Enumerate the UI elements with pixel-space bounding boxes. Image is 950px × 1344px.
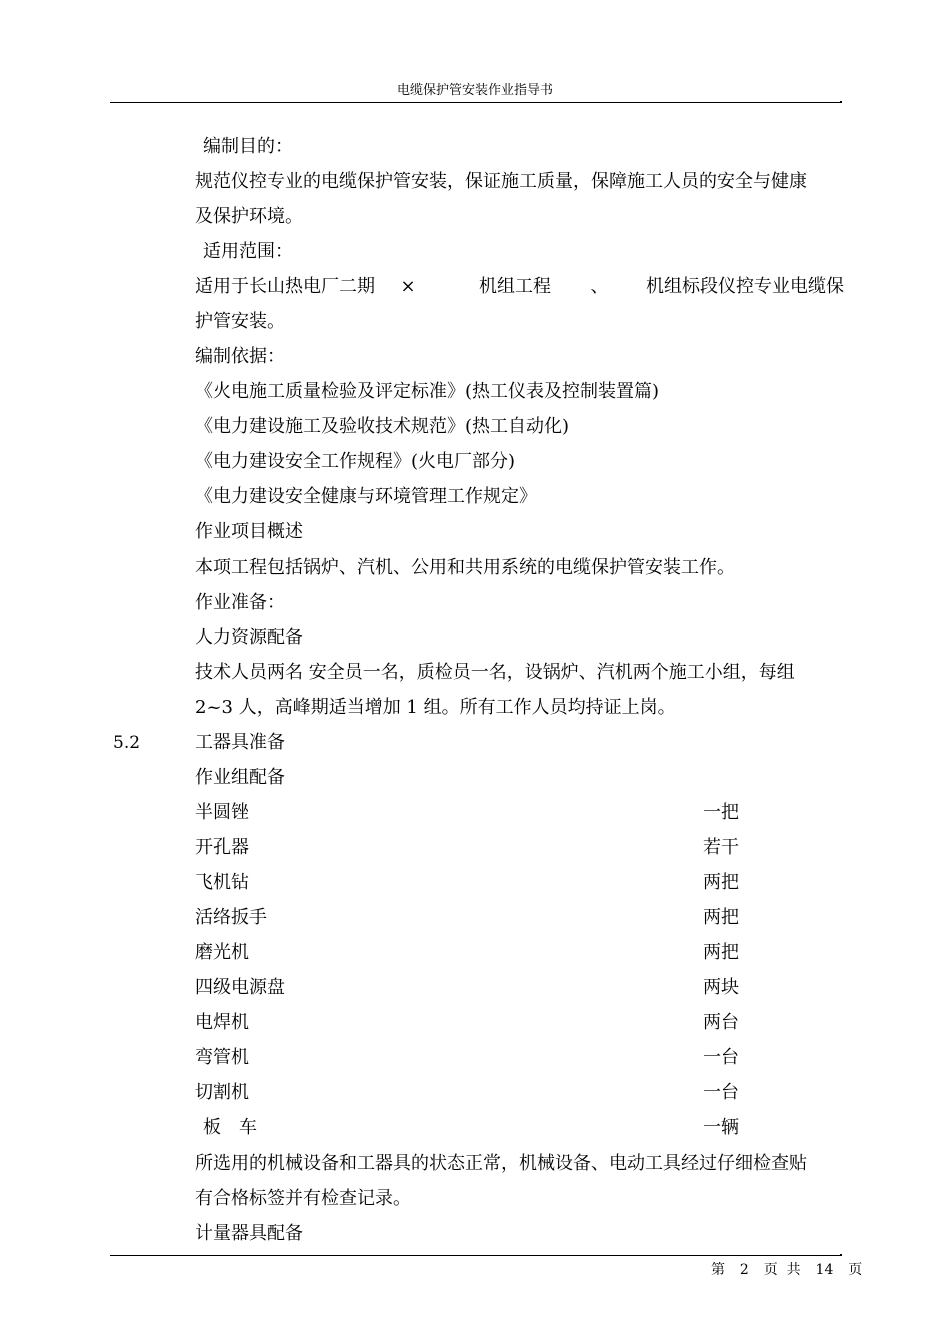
scope-text-part-1: 适用于长山热电厂二期 [195, 276, 375, 297]
tool-quantity: 若干 [703, 837, 739, 858]
scope-text-line-1 [195, 275, 844, 299]
basis-item-2: 《电力建设施工及验收技术规范》(热工自动化) [195, 416, 570, 437]
tool-name: 飞机钻 [195, 872, 249, 893]
tool-name: 板 车 [203, 1117, 257, 1138]
tool-quantity: 两台 [703, 1012, 739, 1033]
hr-heading: 人力资源配备 [195, 627, 303, 648]
document-header-title: 电缆保护管安装作业指导书 [396, 83, 553, 98]
tool-quantity: 一台 [703, 1082, 739, 1103]
overview-heading: 作业项目概述 [195, 521, 303, 542]
total-pages: 14 [815, 1262, 834, 1278]
scope-text-part-2: 机组工程 [479, 276, 552, 297]
tool-name: 切割机 [195, 1082, 249, 1103]
tool-name: 电焊机 [195, 1012, 249, 1033]
tool-quantity: 一把 [703, 802, 739, 823]
tool-quantity: 一辆 [703, 1117, 739, 1138]
scope-text-line-2: 护管安装。 [195, 311, 285, 332]
footer-middle: 页 共 [763, 1262, 801, 1278]
preparation-heading: 作业准备： [195, 592, 285, 613]
scope-unit-x: × [400, 276, 416, 297]
tool-quantity: 两把 [703, 942, 739, 963]
header-rule [110, 102, 840, 103]
header-rule-mark [840, 101, 842, 103]
overview-text: 本项工程包括锅炉、汽机、公用和共用系统的电缆保护管安装工作。 [195, 557, 735, 578]
tool-name: 磨光机 [195, 942, 249, 963]
tool-name: 开孔器 [195, 837, 249, 858]
tool-quantity: 一台 [703, 1047, 739, 1068]
scope-text-part-3: 机组标段仪控专业电缆保 [645, 276, 844, 297]
group-heading: 作业组配备 [195, 767, 285, 788]
tool-name: 弯管机 [195, 1047, 249, 1068]
measure-heading: 计量器具配备 [195, 1223, 303, 1244]
tools-heading: 工器具准备 [195, 732, 285, 753]
tool-name: 四级电源盘 [195, 977, 285, 998]
footer-rule-mark [840, 1254, 842, 1256]
hr-text-line-1: 技术人员两名 安全员一名，质检员一名，设锅炉、汽机两个施工小组，每组 [195, 662, 795, 683]
tool-quantity: 两块 [703, 977, 739, 998]
tool-quantity: 两把 [703, 907, 739, 928]
hr-text-line-2: 2~3 人，高峰期适当增加 1 组。所有工作人员均持证上岗。 [195, 697, 676, 718]
tool-quantity: 两把 [703, 872, 739, 893]
equipment-note-line-2: 有合格标签并有检查记录。 [195, 1188, 411, 1209]
purpose-text-line-2: 及保护环境。 [195, 206, 303, 227]
tool-name: 半圆锉 [195, 802, 249, 823]
purpose-heading: 编制目的： [203, 136, 293, 157]
basis-item-4: 《电力建设安全健康与环境管理工作规定》 [195, 486, 537, 507]
basis-item-3: 《电力建设安全工作规程》(火电厂部分) [195, 451, 516, 472]
footer-prefix: 第 [711, 1262, 725, 1278]
basis-item-1: 《火电施工质量检验及评定标准》(热工仪表及控制装置篇) [195, 381, 660, 402]
scope-separator: 、 [590, 276, 609, 297]
current-page-number: 2 [739, 1262, 749, 1278]
page-number-footer [711, 1261, 862, 1279]
footer-suffix: 页 [848, 1262, 863, 1278]
equipment-note-line-1: 所选用的机械设备和工器具的状态正常，机械设备、电动工具经过仔细检查贴 [195, 1153, 807, 1174]
footer-rule [110, 1255, 840, 1256]
section-number-5-2: 5.2 [113, 733, 141, 753]
tool-name: 活络扳手 [195, 907, 267, 928]
basis-heading: 编制依据： [195, 346, 285, 367]
purpose-text-line-1: 规范仪控专业的电缆保护管安装，保证施工质量，保障施工人员的安全与健康 [195, 171, 807, 192]
scope-heading: 适用范围： [203, 241, 293, 262]
